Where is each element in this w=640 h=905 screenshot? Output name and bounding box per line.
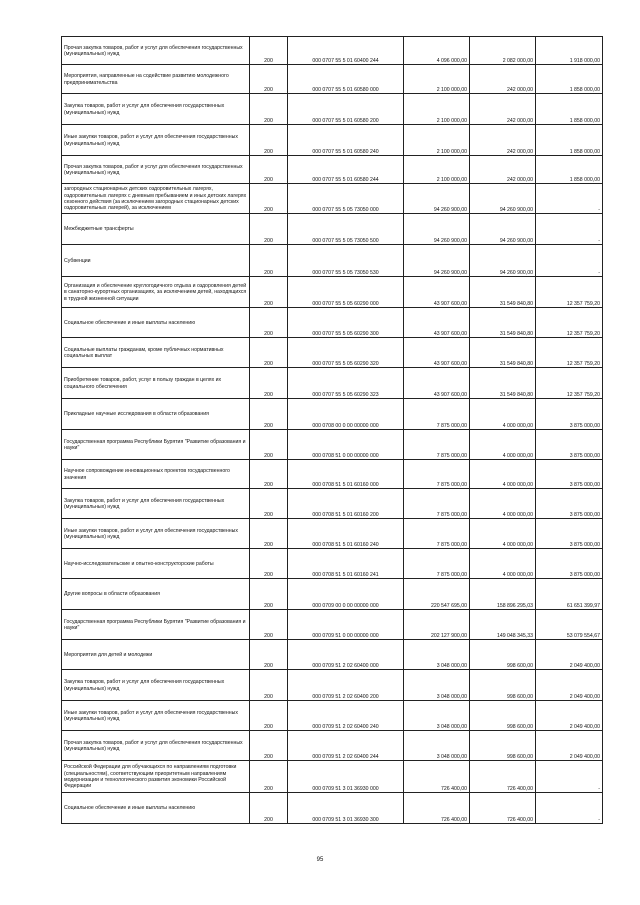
row-name: Межбюджетные трансферты (62, 214, 250, 245)
row-unexecuted: 2 049 400,00 (536, 640, 603, 670)
row-classification-code: 000 0709 51 0 00 00000 000 (288, 610, 404, 640)
row-admin-code: 200 (250, 489, 288, 519)
row-unexecuted: - (536, 761, 603, 793)
row-unexecuted: 3 875 000,00 (536, 399, 603, 430)
row-name: Иные закупки товаров, работ и услуг для обеспечения государственных (муниципальных) нужд (62, 519, 250, 549)
table-row (62, 308, 603, 338)
table-row (62, 37, 603, 65)
row-name: Прочая закупка товаров, работ и услуг для обеспечения государственных (муниципальных) нужд (62, 37, 250, 65)
table-row (62, 519, 603, 549)
row-approved: 7 875 000,00 (404, 399, 470, 430)
table-row (62, 399, 603, 430)
row-classification-code: 000 0707 55 5 05 60290 000 (288, 277, 404, 308)
row-unexecuted: 1 858 000,00 (536, 94, 603, 125)
row-classification-code: 000 0707 55 5 05 60290 320 (288, 338, 404, 368)
table-row (62, 368, 603, 399)
row-executed: 149 048 345,33 (470, 610, 536, 640)
row-unexecuted: 12 357 759,20 (536, 277, 603, 308)
row-executed: 4 000 000,00 (470, 519, 536, 549)
row-classification-code: 000 0707 55 5 05 73050 500 (288, 214, 404, 245)
row-name: загородных стационарных детских оздоровительных лагерях, оздоровительных лагерях с дневным пребыванием и иных детских лагерях сезонного действия (за исключением загородных стационарных детских оздоровительных лагерей), за исключением (62, 184, 250, 214)
table-row (62, 277, 603, 308)
table-row (62, 761, 603, 793)
table-row (62, 579, 603, 610)
row-admin-code: 200 (250, 610, 288, 640)
row-executed: 998 600,00 (470, 731, 536, 761)
table-row (62, 670, 603, 701)
table-row (62, 94, 603, 125)
row-admin-code: 200 (250, 245, 288, 277)
row-name: Иные закупки товаров, работ и услуг для обеспечения государственных (муниципальных) нужд (62, 125, 250, 156)
row-unexecuted: 1 858 000,00 (536, 65, 603, 94)
row-approved: 3 048 000,00 (404, 701, 470, 731)
row-name: Социальное обеспечение и иные выплаты населению (62, 308, 250, 338)
row-name: Прочая закупка товаров, работ и услуг для обеспечения государственных (муниципальных) нужд (62, 156, 250, 184)
row-name: Субвенции (62, 245, 250, 277)
row-admin-code: 200 (250, 368, 288, 399)
row-unexecuted: 3 875 000,00 (536, 519, 603, 549)
row-admin-code: 200 (250, 793, 288, 824)
row-unexecuted: 2 049 400,00 (536, 701, 603, 731)
row-name: Государственная программа Республики Бурятия "Развитие образования и науки" (62, 610, 250, 640)
row-admin-code: 200 (250, 579, 288, 610)
row-name: Закупка товаров, работ и услуг для обеспечения государственных (муниципальных) нужд (62, 489, 250, 519)
table-row (62, 214, 603, 245)
row-classification-code: 000 0708 51 5 01 60160 200 (288, 489, 404, 519)
row-executed: 242 000,00 (470, 125, 536, 156)
row-unexecuted: 12 357 759,20 (536, 338, 603, 368)
row-name: Приобретение товаров, работ, услуг в пользу граждан в целях их социального обеспечения (62, 368, 250, 399)
row-unexecuted: 3 875 000,00 (536, 460, 603, 489)
row-approved: 3 048 000,00 (404, 731, 470, 761)
row-executed: 94 260 900,00 (470, 184, 536, 214)
row-executed: 4 000 000,00 (470, 430, 536, 460)
row-approved: 3 048 000,00 (404, 640, 470, 670)
row-classification-code: 000 0708 51 5 01 60160 240 (288, 519, 404, 549)
row-classification-code: 000 0709 51 3 01 36930 300 (288, 793, 404, 824)
row-approved: 43 907 600,00 (404, 368, 470, 399)
table-row (62, 640, 603, 670)
table-row (62, 701, 603, 731)
row-executed: 726 400,00 (470, 761, 536, 793)
row-admin-code: 200 (250, 670, 288, 701)
row-unexecuted: 12 357 759,20 (536, 368, 603, 399)
row-admin-code: 200 (250, 460, 288, 489)
row-classification-code: 000 0707 55 5 05 73050 000 (288, 184, 404, 214)
row-approved: 7 875 000,00 (404, 430, 470, 460)
row-unexecuted: 1 858 000,00 (536, 156, 603, 184)
row-approved: 94 260 900,00 (404, 214, 470, 245)
row-executed: 31 549 840,80 (470, 277, 536, 308)
row-classification-code: 000 0707 55 5 05 60290 323 (288, 368, 404, 399)
row-classification-code: 000 0709 51 2 02 60400 000 (288, 640, 404, 670)
row-name: Российской Федерации для обучающихся по направлениям подготовки (специальностям), соответствующим приоритетным направлениям модернизации и технологического развития экономики Российской Федерации (62, 761, 250, 793)
row-approved: 7 875 000,00 (404, 460, 470, 489)
row-unexecuted: - (536, 214, 603, 245)
row-name: Иные закупки товаров, работ и услуг для обеспечения государственных (муниципальных) нужд (62, 701, 250, 731)
row-classification-code: 000 0708 00 0 00 00000 000 (288, 399, 404, 430)
table-row (62, 338, 603, 368)
table-row (62, 125, 603, 156)
row-executed: 31 549 840,80 (470, 368, 536, 399)
row-executed: 242 000,00 (470, 156, 536, 184)
row-unexecuted: 3 875 000,00 (536, 549, 603, 579)
row-unexecuted: - (536, 184, 603, 214)
row-approved: 7 875 000,00 (404, 489, 470, 519)
row-admin-code: 200 (250, 338, 288, 368)
row-name: Другие вопросы в области образования (62, 579, 250, 610)
row-name: Государственная программа Республики Бурятия "Развитие образования и науки" (62, 430, 250, 460)
row-unexecuted: 53 079 554,67 (536, 610, 603, 640)
row-executed: 998 600,00 (470, 640, 536, 670)
row-approved: 3 048 000,00 (404, 670, 470, 701)
row-name: Научно-исследовательские и опытно-конструкторские работы (62, 549, 250, 579)
row-classification-code: 000 0707 55 5 01 60580 240 (288, 125, 404, 156)
row-unexecuted: - (536, 793, 603, 824)
row-classification-code: 000 0708 51 5 01 60160 000 (288, 460, 404, 489)
row-admin-code: 200 (250, 65, 288, 94)
row-admin-code: 200 (250, 519, 288, 549)
row-executed: 242 000,00 (470, 65, 536, 94)
row-approved: 220 547 695,00 (404, 579, 470, 610)
row-approved: 94 260 900,00 (404, 184, 470, 214)
row-classification-code: 000 0707 55 5 05 73050 530 (288, 245, 404, 277)
row-approved: 726 400,00 (404, 793, 470, 824)
budget-table (61, 36, 603, 824)
row-executed: 4 000 000,00 (470, 549, 536, 579)
row-executed: 94 260 900,00 (470, 214, 536, 245)
row-unexecuted: 3 875 000,00 (536, 430, 603, 460)
page-number: 95 (316, 857, 324, 863)
row-name: Мероприятия, направленные на содействие развитию молодежного предпринимательства (62, 65, 250, 94)
row-unexecuted: 1 918 000,00 (536, 37, 603, 65)
row-admin-code: 200 (250, 214, 288, 245)
row-admin-code: 200 (250, 399, 288, 430)
row-unexecuted: 12 357 759,20 (536, 308, 603, 338)
row-executed: 158 896 295,03 (470, 579, 536, 610)
row-executed: 998 600,00 (470, 670, 536, 701)
row-classification-code: 000 0708 51 0 00 00000 000 (288, 430, 404, 460)
row-admin-code: 200 (250, 94, 288, 125)
row-classification-code: 000 0707 55 5 01 60580 200 (288, 94, 404, 125)
row-classification-code: 000 0709 51 2 02 60400 240 (288, 701, 404, 731)
table-row (62, 65, 603, 94)
table-row (62, 610, 603, 640)
table-row (62, 489, 603, 519)
row-unexecuted: 3 875 000,00 (536, 489, 603, 519)
row-classification-code: 000 0709 00 0 00 00000 000 (288, 579, 404, 610)
row-approved: 7 875 000,00 (404, 519, 470, 549)
row-classification-code: 000 0707 55 5 01 60580 000 (288, 65, 404, 94)
row-name: Мероприятия для детей и молодежи (62, 640, 250, 670)
row-approved: 4 096 000,00 (404, 37, 470, 65)
row-admin-code: 200 (250, 640, 288, 670)
row-executed: 31 549 840,80 (470, 338, 536, 368)
row-unexecuted: 2 049 400,00 (536, 731, 603, 761)
row-executed: 4 000 000,00 (470, 460, 536, 489)
row-admin-code: 200 (250, 156, 288, 184)
row-admin-code: 200 (250, 125, 288, 156)
row-admin-code: 200 (250, 761, 288, 793)
row-admin-code: 200 (250, 37, 288, 65)
table-row (62, 460, 603, 489)
row-executed: 242 000,00 (470, 94, 536, 125)
row-approved: 43 907 600,00 (404, 277, 470, 308)
row-admin-code: 200 (250, 277, 288, 308)
row-admin-code: 200 (250, 549, 288, 579)
row-executed: 998 600,00 (470, 701, 536, 731)
row-approved: 94 260 900,00 (404, 245, 470, 277)
row-name: Социальное обеспечение и иные выплаты населению (62, 793, 250, 824)
row-executed: 4 000 000,00 (470, 399, 536, 430)
row-name: Организация и обеспечение круглогодичного отдыха и оздоровления детей в санаторно-курортных организациях, за исключением детей, находящихся в трудной жизненной ситуации (62, 277, 250, 308)
row-unexecuted: 2 049 400,00 (536, 670, 603, 701)
row-unexecuted: 1 858 000,00 (536, 125, 603, 156)
row-classification-code: 000 0709 51 3 01 36930 000 (288, 761, 404, 793)
row-approved: 2 100 000,00 (404, 94, 470, 125)
row-executed: 31 549 840,80 (470, 308, 536, 338)
row-approved: 726 400,00 (404, 761, 470, 793)
budget-table-body (62, 37, 603, 824)
row-classification-code: 000 0707 55 5 05 60290 300 (288, 308, 404, 338)
row-executed: 4 000 000,00 (470, 489, 536, 519)
table-row (62, 184, 603, 214)
row-classification-code: 000 0707 55 5 01 60400 244 (288, 37, 404, 65)
row-unexecuted: 61 651 399,97 (536, 579, 603, 610)
row-approved: 43 907 600,00 (404, 338, 470, 368)
row-classification-code: 000 0707 55 5 01 60580 244 (288, 156, 404, 184)
row-classification-code: 000 0709 51 2 02 60400 244 (288, 731, 404, 761)
row-approved: 2 100 000,00 (404, 65, 470, 94)
table-row (62, 731, 603, 761)
row-approved: 43 907 600,00 (404, 308, 470, 338)
row-name: Научное сопровождение инновационных проектов государственного значения (62, 460, 250, 489)
row-executed: 94 260 900,00 (470, 245, 536, 277)
row-approved: 7 875 000,00 (404, 549, 470, 579)
table-row (62, 793, 603, 824)
row-approved: 2 100 000,00 (404, 156, 470, 184)
table-row (62, 245, 603, 277)
row-name: Закупка товаров, работ и услуг для обеспечения государственных (муниципальных) нужд (62, 94, 250, 125)
table-row (62, 156, 603, 184)
row-name: Прикладные научные исследования в области образования (62, 399, 250, 430)
row-approved: 202 127 900,00 (404, 610, 470, 640)
row-admin-code: 200 (250, 430, 288, 460)
row-executed: 2 082 000,00 (470, 37, 536, 65)
row-name: Закупка товаров, работ и услуг для обеспечения государственных (муниципальных) нужд (62, 670, 250, 701)
row-unexecuted: - (536, 245, 603, 277)
row-approved: 2 100 000,00 (404, 125, 470, 156)
row-admin-code: 200 (250, 731, 288, 761)
row-name: Социальные выплаты гражданам, кроме публичных нормативных социальных выплат (62, 338, 250, 368)
table-row (62, 430, 603, 460)
row-executed: 726 400,00 (470, 793, 536, 824)
row-classification-code: 000 0708 51 5 01 60160 241 (288, 549, 404, 579)
row-name: Прочая закупка товаров, работ и услуг для обеспечения государственных (муниципальных) нужд (62, 731, 250, 761)
row-admin-code: 200 (250, 308, 288, 338)
row-admin-code: 200 (250, 701, 288, 731)
row-admin-code: 200 (250, 184, 288, 214)
table-row (62, 549, 603, 579)
row-classification-code: 000 0709 51 2 02 60400 200 (288, 670, 404, 701)
